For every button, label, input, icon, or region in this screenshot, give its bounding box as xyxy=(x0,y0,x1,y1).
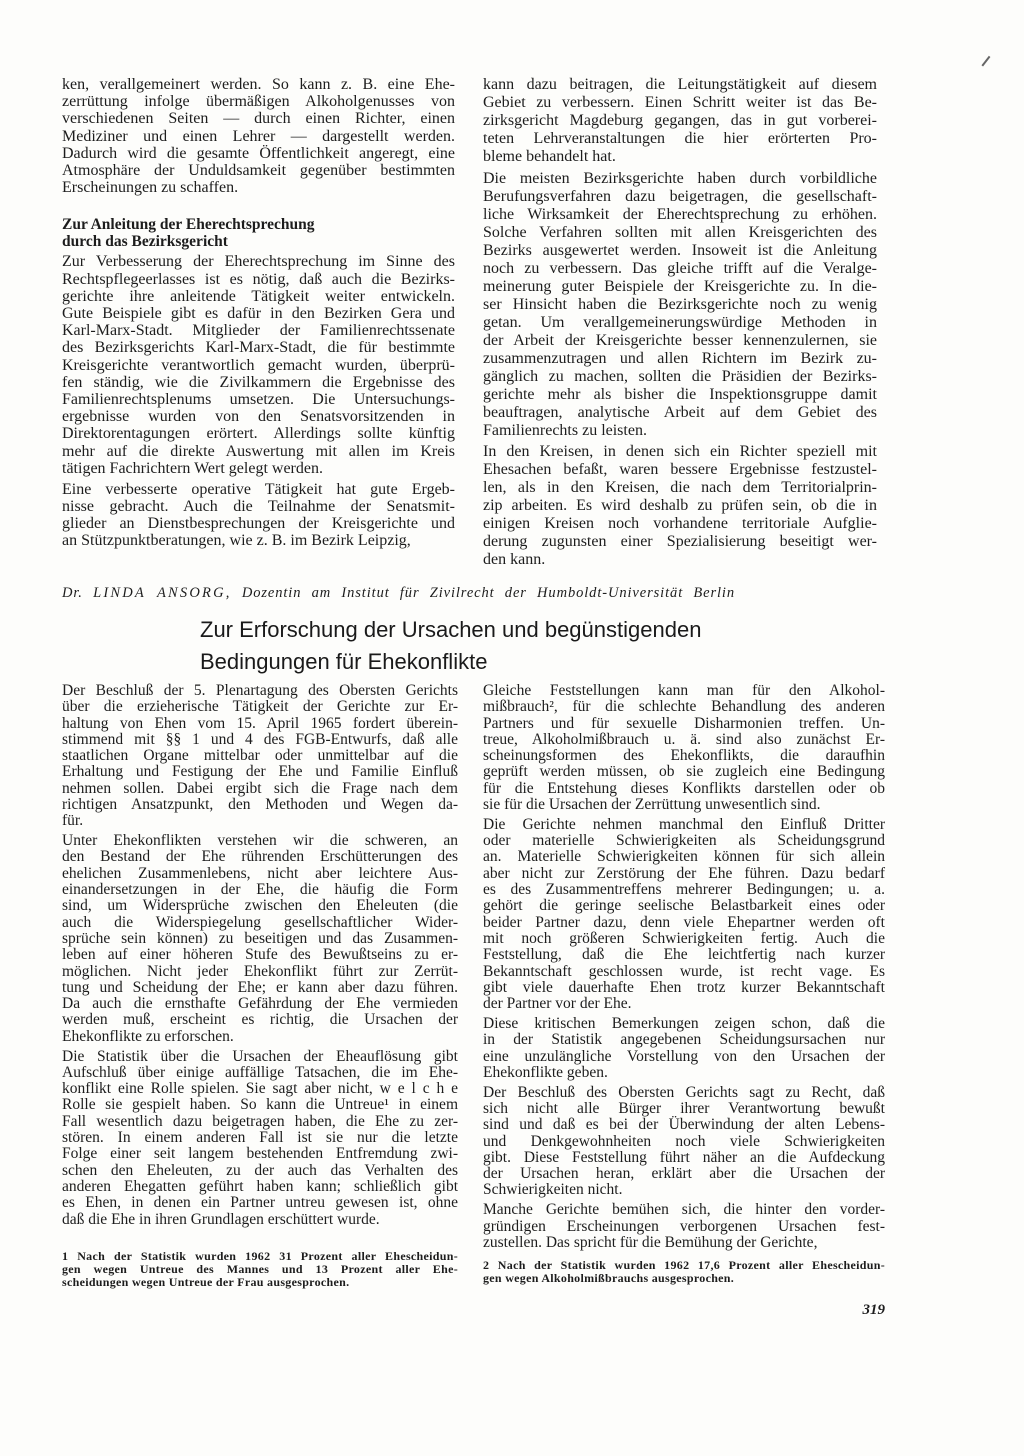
paragraph xyxy=(483,1085,885,1199)
text-line: auch die Widerspiegelung gesellschaftlicher Wider- xyxy=(62,913,458,931)
text-line: beider Partner dazu, denn viele Ehepartner werden oft xyxy=(483,913,885,931)
text-line: Zur Verbesserung der Eherechtsprechung im Sinne des xyxy=(62,253,455,271)
article-title xyxy=(200,614,820,678)
text-line: mehr auf die direkte Auswertung mit allen im Kreis xyxy=(62,442,455,460)
text-line: an. Materielle Schwierigkeiten können für sich allein xyxy=(483,848,885,866)
text-line: schen den Eheleuten, zu der auch das Verhalten des xyxy=(62,1161,458,1179)
text-line: noch zu verbessern. Das gleiche trifft auf die Veralge- xyxy=(483,259,877,277)
text-line: Berufungsverfahren dazu beigetragen, die gesellschaft- xyxy=(483,187,877,205)
text-line: werden muß, erscheint es richtig, die Ursachen der xyxy=(62,1011,458,1029)
text-line: eine unzulängliche Vorstellung von den Ursachen der xyxy=(483,1047,885,1065)
text-line: Manche Gerichte bemühen sich, die hinter den vorder- xyxy=(483,1201,885,1219)
text-line: es Ehen, in denen ein Partner untreu gewesen ist, ohne xyxy=(62,1194,458,1212)
text-line: Erhaltung und Festigung der Ehe und Familie Einfluß xyxy=(62,763,458,781)
paragraph xyxy=(483,1202,885,1251)
text-line: Aufschluß über einige auffällige Tatsachen, die im Ehe- xyxy=(62,1063,458,1081)
paragraph xyxy=(62,76,455,196)
byline-affiliation: Dozentin am Institut für Zivilrecht der Humboldt-Universität Berlin xyxy=(241,585,735,601)
text-line: Ehesachen befaßt, waren bessere Ergebnisse festzustel- xyxy=(483,461,877,478)
text-line: getan. Um verallgemeinerungswürdige Methoden in xyxy=(483,313,877,331)
text-line: Gleiche Feststellungen kann man für den Alkohol- xyxy=(483,682,885,699)
text-line: Direktorentagungen erörtert. Allerdings sollte künftig xyxy=(62,425,455,443)
paragraph xyxy=(62,833,458,1045)
text-line: haltung von Ehen vom 15. April 1965 fordert überein- xyxy=(62,714,458,732)
text-line: Mediziner und einen Lehrer — dargestellt werden. xyxy=(62,127,455,145)
text-line: stören. In einem anderen Fall ist sie nur die letzte xyxy=(62,1129,458,1147)
text-line: möglichen. Nicht jeder Ehekonflikt führt zur Zerrüt- xyxy=(62,962,458,980)
text-line: stimmend mit §§ 1 und 4 des FGB-Entwurfs, daß alle xyxy=(62,730,458,748)
text-line: für die Entstehung dieses Konflikts darstellen oder ob xyxy=(483,779,885,797)
text-line: scheidungen wegen Untreue der Frau ausgesprochen. xyxy=(62,1275,350,1289)
text-line: verschiedenen Seiten — durch einen Richter, einen xyxy=(62,110,455,128)
text-line: Ehekonflikte geben. xyxy=(483,1063,608,1081)
paragraph xyxy=(62,481,455,550)
text-line: Die Gerichte nehmen manchmal den Einfluß Dritter xyxy=(483,815,885,833)
text-line: geprüft werden müssen, ob sie zugleich eine Bedingung xyxy=(483,763,885,781)
text-line: Gute Beispiele gibt es dafür in den Bezirken Gera und xyxy=(62,305,455,323)
text-line: Feststellung, daß die Ehe leichtfertig nach kurzer xyxy=(483,946,885,964)
text-line: gründigen Erscheinungen verborgenen Ursachen fest- xyxy=(483,1217,885,1235)
paragraph xyxy=(483,443,877,569)
text-line: daß die Ehe in ihren Grundlagen erschüttert wurde. xyxy=(62,1210,380,1228)
text-line: gänglich zu machen, sollten die Präsidien der Bezirks- xyxy=(483,367,877,385)
paragraph xyxy=(483,683,885,813)
pen-mark xyxy=(981,56,990,66)
text-line: Diese kritischen Bemerkungen zeigen schon, daß die xyxy=(483,1014,885,1032)
text-line: Bezirks ausgewertet werden. Insoweit ist die Anleitung xyxy=(483,241,877,259)
text-line: Ehekonflikte zu erforschen. xyxy=(62,1027,234,1045)
text-line: Atmosphäre der Unduldsamkeit gegenüber bestimmten xyxy=(62,162,455,180)
text-line: meinerung guter Beispiele der Kreisgerichte zu. In die- xyxy=(483,277,877,295)
text-line: für. xyxy=(62,812,84,830)
text-line: sind und daß es bei der Überwindung der alten Lebens- xyxy=(483,1116,885,1134)
text-line: ken, verallgemeinert werden. So kann z. B. eine Ehe- xyxy=(62,76,455,93)
text-line: es des Zusammentreffens mehrerer Bedingungen; u. a. xyxy=(483,881,885,899)
text-line: des Bezirksgerichts Karl-Marx-Stadt, die für bestimmte xyxy=(62,339,455,357)
text-line: Familienrechtsplenums umsetzen. Die Untersuchungs- xyxy=(62,391,455,409)
text-line: Da auch die ernsthafte Gefährdung der Ehe vermieden xyxy=(62,995,458,1013)
text-line: treue, Alkoholmißbrauch u. ä. sind also zunächst Er- xyxy=(483,730,885,748)
text-line: Zur Anleitung der Eherechtsprechung xyxy=(62,216,315,234)
text-line: Schwierigkeiten nicht. xyxy=(483,1181,623,1199)
paragraph xyxy=(483,170,877,440)
text-line: gehört die geringe seelische Belastbarkeit eines oder xyxy=(483,897,885,915)
text-line: nehmen sollen. Dabei ergibt sich die Frage nach dem xyxy=(62,779,458,797)
text-line: Gebiet zu verbessern. Einen Schritt weiter ist das Be- xyxy=(483,94,877,111)
text-line: sind, um Widersprüche zwischen den Eheleuten (die xyxy=(62,897,458,915)
article-title-line: Bedingungen für Ehekonflikte xyxy=(200,649,488,674)
paragraph xyxy=(62,253,455,477)
text-line: den Bestand der Ehe rührenden Erschütterungen des xyxy=(62,848,458,866)
paragraph xyxy=(483,1016,885,1081)
text-line: zirksgericht Magdeburg gegangen, das in gut vorberei- xyxy=(483,112,877,129)
text-line: sie für die Ursachen der Zerrüttung unwesentlich sind. xyxy=(483,796,821,814)
text-line: staatlichen Organe mittelbar oder unmittelbar auf die xyxy=(62,747,458,765)
paragraph xyxy=(62,1049,458,1228)
text-line: richtigen Ansatzpunkt, den Methoden und Wegen da- xyxy=(62,796,458,814)
paragraph xyxy=(483,76,877,166)
article-byline xyxy=(62,584,735,602)
top-left-column xyxy=(62,76,455,549)
footnote-2 xyxy=(483,1259,885,1285)
text-line: der Ursachen heran, erklärt aber die Ursachen der xyxy=(483,1165,885,1183)
text-line: zip arbeiten. Es wird deshalb zu prüfen sein, ob die in xyxy=(483,497,877,514)
text-line: über die erzieherische Tätigkeit der Gerichte zur Er- xyxy=(62,698,458,716)
article-title-line: Zur Erforschung der Ursachen und begünstigenden xyxy=(200,617,702,642)
text-line: einandersetzungen in der Ehe, die häufig die Form xyxy=(62,881,458,899)
text-line: der Partner vor der Ehe. xyxy=(483,995,632,1013)
text-line: derung zugunsten einer Spezialisierung beseitigt wer- xyxy=(483,533,877,550)
text-line: nisse gebracht. Auch die Teilnahme der Senatsmit- xyxy=(62,497,455,515)
text-line: Rechtspflegeerlasses ist es nötig, daß auch die Bezirks- xyxy=(62,270,455,288)
text-line: fen ständig, wie die Zivilkammern die Ergebnisse des xyxy=(62,373,455,391)
text-line: tung und Scheidung der Ehe; er kann aber dazu führen. xyxy=(62,978,458,996)
text-line: scheinungsformen des Ehekonflikts, die daraufhin xyxy=(483,747,885,765)
text-line: zerrüttung infolge übermäßigen Alkoholgenusses von xyxy=(62,93,455,111)
text-line: an Stützpunktberatungen, wie z. B. im Bezirk Leipzig, xyxy=(62,532,411,550)
text-line: glieder an Dienstbesprechungen der Kreisgerichte und xyxy=(62,514,455,532)
text-line: Rolle sie gespielt haben. So kann die Untreue¹ in einem xyxy=(62,1096,458,1114)
text-line: mit noch größeren Schwierigkeiten fertig. Auch die xyxy=(483,929,885,947)
text-line: zusammenzutragen und allen Richtern im Bezirk zu- xyxy=(483,349,877,367)
text-line: In den Kreisen, in denen sich ein Richter speziell mit xyxy=(483,443,877,460)
text-line: ser Hinsicht haben die Bezirksgerichte noch zu wenig xyxy=(483,295,877,313)
byline-author: LINDA ANSORG, xyxy=(93,585,232,601)
text-line: Bekanntschaft geschlossen wurde, ist recht vage. Es xyxy=(483,962,885,980)
text-line: ergebnisse wurden von den Senatsvorsitzenden in xyxy=(62,408,455,426)
text-line: gerichte mehr als bisher die Inspektionsgruppe damit xyxy=(483,385,877,403)
footnote-1 xyxy=(62,1250,458,1289)
text-line: Dadurch wird die gesamte Öffentlichkeit angeregt, eine xyxy=(62,144,455,162)
text-line: Erscheinungen zu schaffen. xyxy=(62,179,239,197)
text-line: gen wegen Untreue des Mannes und 13 Prozent aller Ehe- xyxy=(62,1262,458,1276)
text-line: mißbrauch², für die schlechte Behandlung des anderen xyxy=(483,698,885,716)
text-line: 2 Nach der Statistik wurden 1962 17,6 Prozent aller Ehescheidun- xyxy=(483,1258,885,1272)
text-line: ehelichen Zusammenlebens, nicht aber leichtere Aus- xyxy=(62,864,458,882)
page-number: 319 xyxy=(862,1302,885,1318)
text-line: durch das Bezirksgericht xyxy=(62,233,228,251)
paragraph xyxy=(483,817,885,1013)
top-right-column xyxy=(483,76,877,569)
paragraph xyxy=(62,683,458,830)
text-line: Eine verbesserte operative Tätigkeit hat gute Ergeb- xyxy=(62,480,455,498)
text-line: anderen Ehegatten geführt haben kann; schließlich gibt xyxy=(62,1177,458,1195)
text-line: Die meisten Bezirksgerichte haben durch vorbildliche xyxy=(483,169,877,187)
text-line: sprüche sein können) zu beseitigen und das Zusammen- xyxy=(62,929,458,947)
text-line: in der Statistik angegebenen Scheidungsursachen nur xyxy=(483,1031,885,1049)
text-line: kann dazu beitragen, die Leitungstätigkeit auf diesem xyxy=(483,76,877,93)
text-line: gibt viele dauerhafte Ehen trotz kurzer Bekanntschaft xyxy=(483,978,885,996)
text-line: gerichte ihre anleitende Tätigkeit weiter entwickeln. xyxy=(62,287,455,305)
text-line: gen wegen Alkoholmißbrauchs ausgesprochen. xyxy=(483,1271,735,1285)
text-line: aber nicht zur Zerstörung der Ehe führen. Dazu bedarf xyxy=(483,864,885,882)
text-line: Partners und für sexuelle Disharmonien treffen. Un- xyxy=(483,714,885,732)
text-line: teten Lehrveranstaltungen die hier erörterten Pro- xyxy=(483,130,877,147)
text-line: bleme behandelt hat. xyxy=(483,148,616,165)
article-right-column xyxy=(483,683,885,1251)
text-line: Solche Verfahren sollten mit allen Kreisgerichten des xyxy=(483,223,877,241)
text-line: Kreisgerichte verantwortlich gemacht wurden, überprü- xyxy=(62,356,455,374)
text-line: beauftragen, analytische Arbeit auf dem Gebiet des xyxy=(483,403,877,421)
text-line: einigen Kreisen noch vorhandene territoriale Aufglie- xyxy=(483,515,877,532)
text-line: konflikt eine Rolle spielen. Sie sagt aber nicht, w e l c h e xyxy=(62,1080,458,1098)
text-line: und Denkgewohnheiten noch viele Schwierigkeiten xyxy=(483,1132,885,1150)
text-line: Die Statistik über die Ursachen der Eheauflösung gibt xyxy=(62,1047,458,1065)
text-line: Familienrechts zu leisten. xyxy=(483,421,647,439)
text-line: liche Wirksamkeit der Eherechtsprechung zu erhöhen. xyxy=(483,205,877,223)
text-line: tätigen Fachrichtern Wert gelegt werden. xyxy=(62,459,323,477)
text-line: 1 Nach der Statistik wurden 1962 31 Prozent aller Ehescheidun- xyxy=(62,1249,458,1263)
byline-prefix: Dr. xyxy=(62,585,83,601)
text-line: gibt. Diese Feststellung führt näher an die Aufdeckung xyxy=(483,1148,885,1166)
text-line: len, als in den Kreisen, die nach dem Territorialprin- xyxy=(483,479,877,496)
section-heading xyxy=(62,216,455,250)
text-line: Der Beschluß der 5. Plenartagung des Obersten Gerichts xyxy=(62,682,458,699)
text-line: leben auf einer höheren Stufe des Bewußtseins zu er- xyxy=(62,946,458,964)
text-line: Karl-Marx-Stadt. Mitglieder der Familienrechtssenate xyxy=(62,322,455,340)
text-line: der Arbeit der Kreisgerichte besser kennenzulernen, sie xyxy=(483,331,877,349)
text-line: sich nicht alle Bürger ihrer Verantwortung bewußt xyxy=(483,1099,885,1117)
text-line: den kann. xyxy=(483,551,546,568)
text-line: Der Beschluß des Obersten Gerichts sagt zu Recht, daß xyxy=(483,1083,885,1101)
text-line: Folge einer seit langem bestehenden Entfremdung zwi- xyxy=(62,1145,458,1163)
article-left-column xyxy=(62,683,458,1228)
text-line: zustellen. Das spricht für die Bemühung der Gerichte, xyxy=(483,1233,818,1251)
text-line: Unter Ehekonflikten verstehen wir die schweren, an xyxy=(62,832,458,850)
text-line: oder materielle Schwierigkeiten als Scheidungsgrund xyxy=(483,832,885,850)
text-line: Fall wesentlich dazu beigetragen haben, die Ehe zu zer- xyxy=(62,1112,458,1130)
